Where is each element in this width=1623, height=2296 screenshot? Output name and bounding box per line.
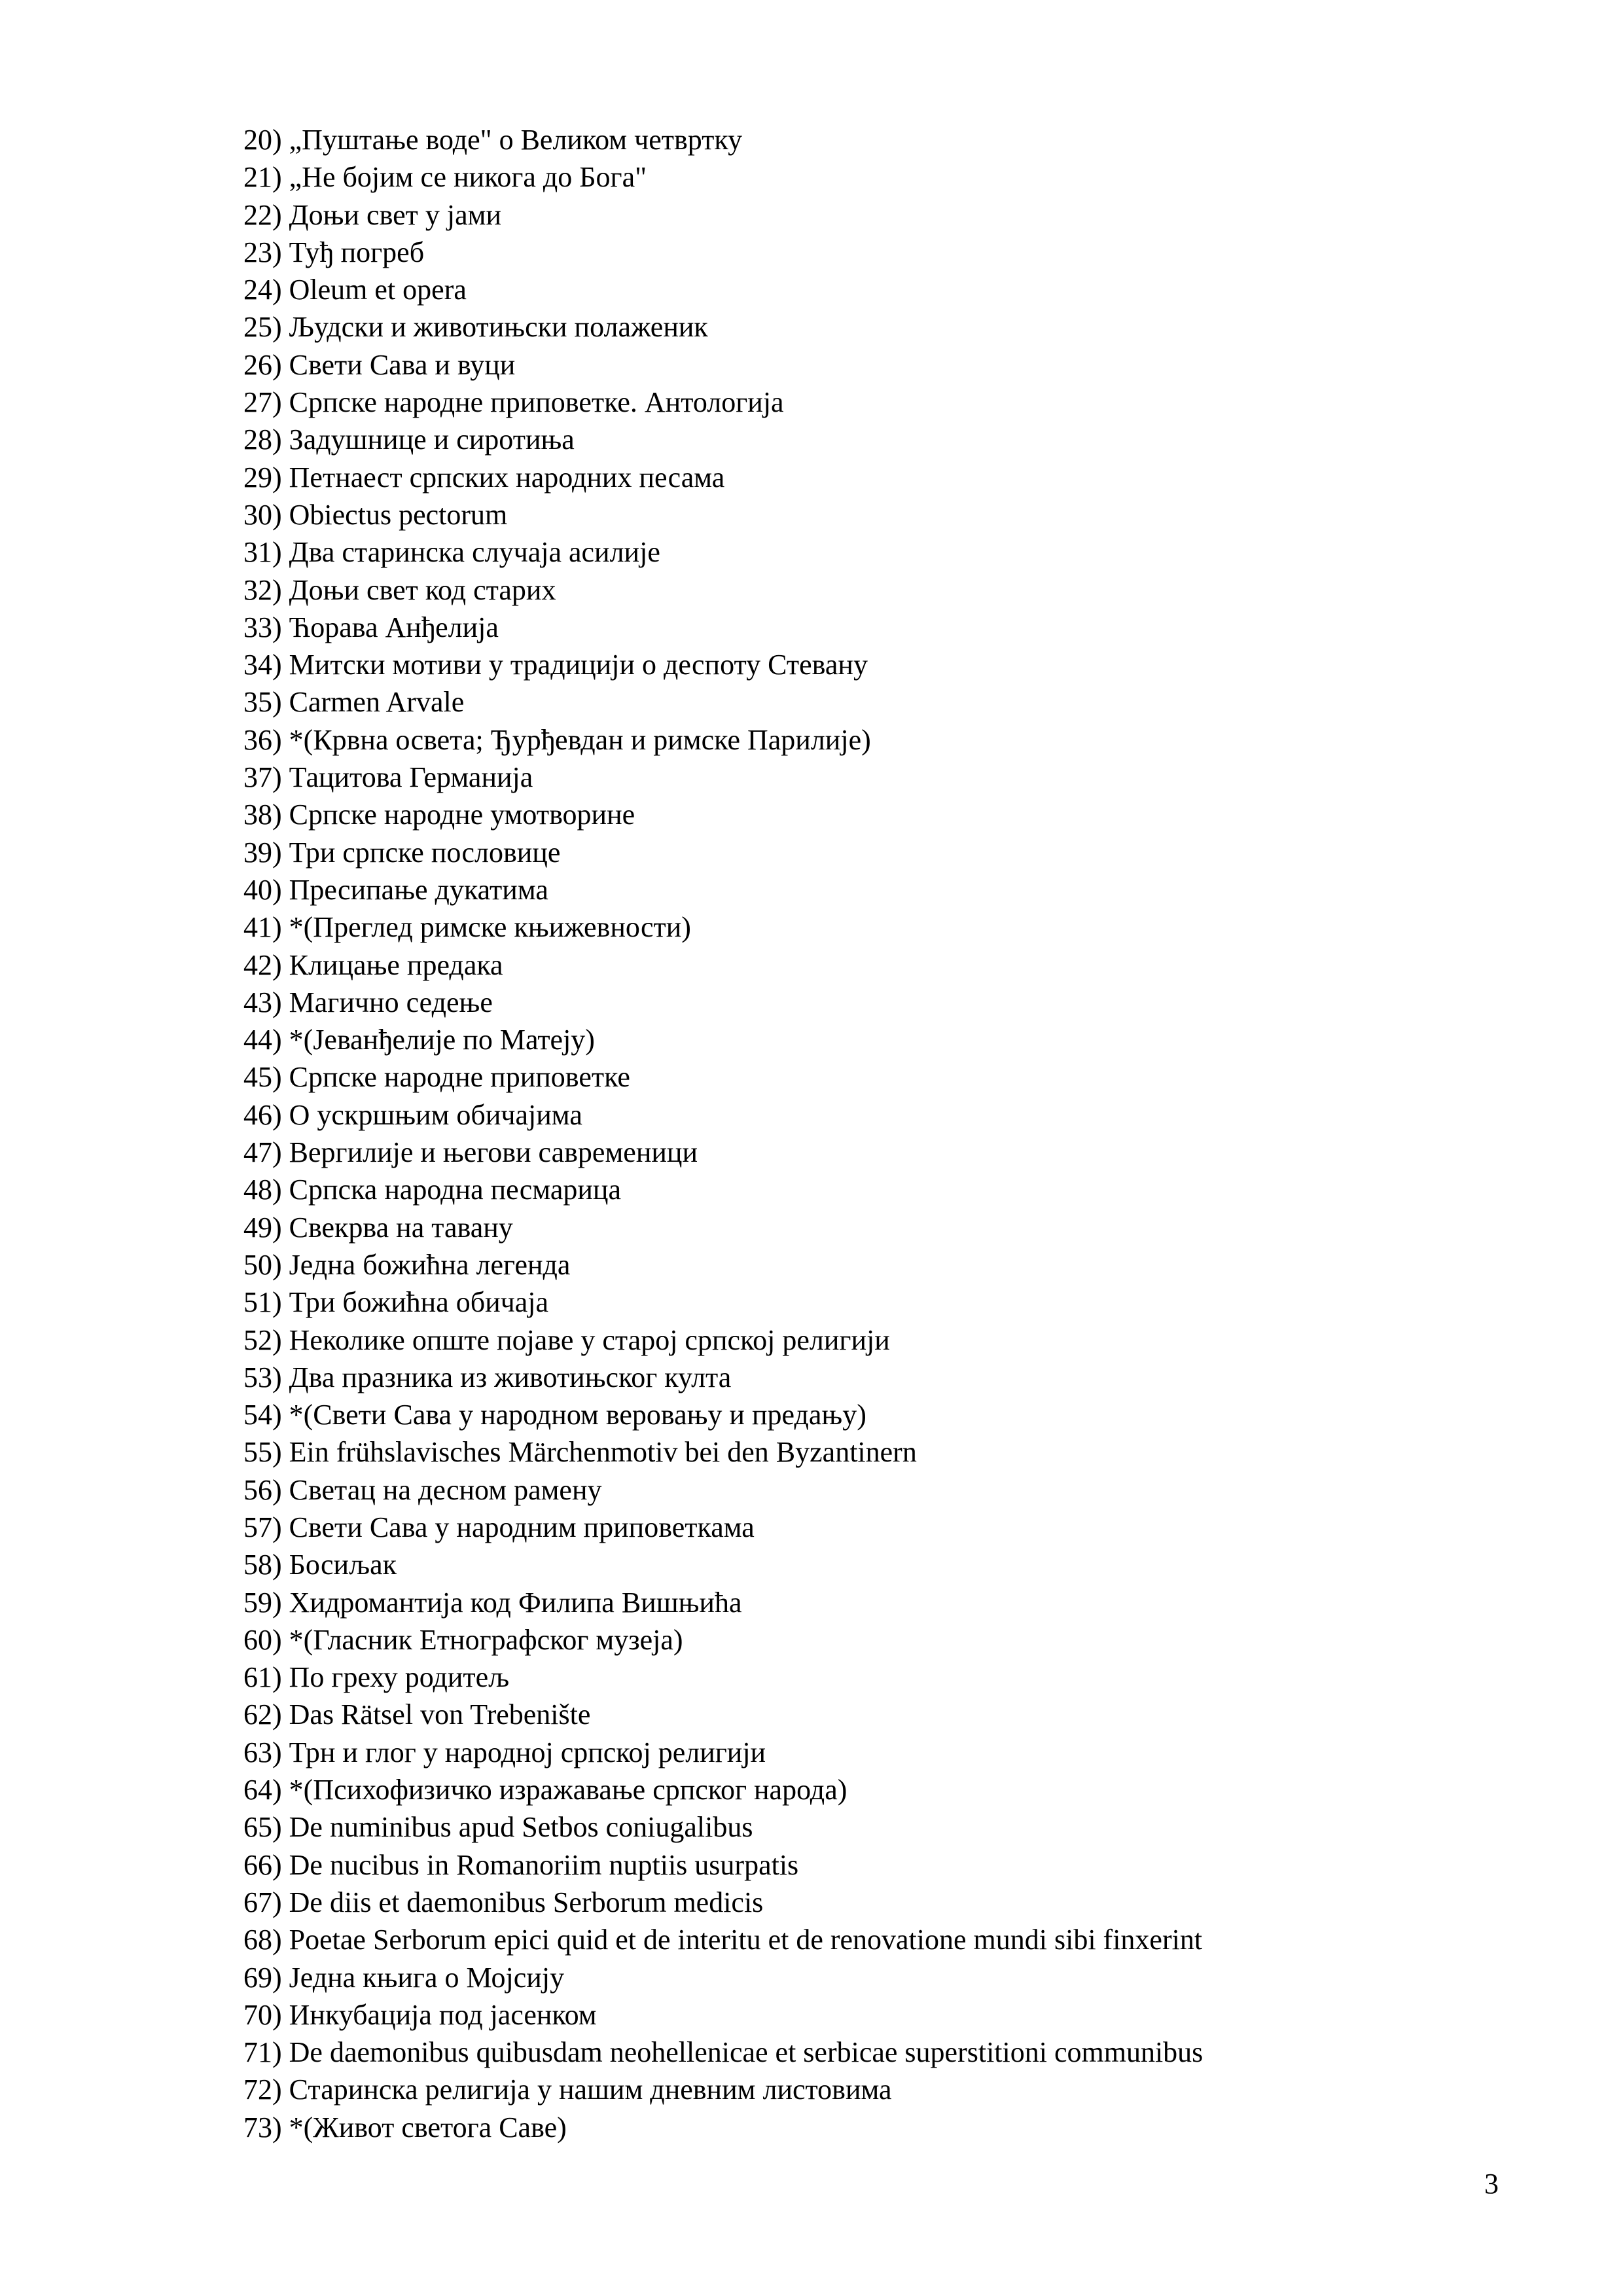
- entry-number: 56): [243, 1473, 282, 1506]
- entry-title: Два старинска случаја асилије: [289, 536, 660, 569]
- list-item: [243, 421, 1203, 458]
- entry-number: 42): [243, 948, 282, 981]
- entry-number: 29): [243, 461, 282, 493]
- entry-title: Туђ погреб: [289, 236, 425, 268]
- list-item: [243, 196, 1203, 234]
- list-item: [243, 1771, 1203, 1808]
- entry-title: Das Rätsel von Trebenište: [289, 1698, 591, 1731]
- entry-number: 55): [243, 1436, 282, 1469]
- list-item: [243, 908, 1203, 946]
- entry-title: *(Гласник Етнографског музеја): [289, 1623, 683, 1656]
- entry-title: По греху родитељ: [289, 1661, 510, 1694]
- list-item: [243, 1509, 1203, 1546]
- entry-title: Доњи свет у јами: [289, 198, 501, 231]
- entry-number: 34): [243, 649, 282, 681]
- list-item: [243, 1209, 1203, 1246]
- entry-title: Oleum et opera: [289, 274, 467, 306]
- entry-number: 70): [243, 1998, 282, 2031]
- list-item: [243, 2071, 1203, 2108]
- list-item: [243, 1621, 1203, 1659]
- list-item: [243, 1321, 1203, 1359]
- list-item: [243, 1546, 1203, 1583]
- entry-number: 37): [243, 761, 282, 794]
- entry-title: Клицање предака: [289, 948, 503, 981]
- entry-number: 35): [243, 686, 282, 719]
- list-item: [243, 1996, 1203, 2034]
- entry-title: Два празника из животињског култа: [289, 1361, 732, 1393]
- list-item: [243, 759, 1203, 796]
- entry-title: Пресипање дукатима: [289, 873, 548, 906]
- list-item: [243, 1433, 1203, 1471]
- entry-number: 73): [243, 2111, 282, 2144]
- list-item: [243, 1921, 1203, 1958]
- list-item: [243, 158, 1203, 196]
- entry-title: Тацитова Германија: [289, 761, 533, 794]
- entry-number: 72): [243, 2073, 282, 2106]
- list-item: [243, 871, 1203, 908]
- list-item: [243, 946, 1203, 984]
- entry-title: Ћорава Анђелија: [289, 611, 499, 643]
- list-item: [243, 384, 1203, 421]
- list-item: [243, 1359, 1203, 1396]
- entry-title: Свети Сава у народним приповеткама: [289, 1511, 755, 1543]
- entry-number: 64): [243, 1774, 282, 1806]
- list-item: [243, 1134, 1203, 1171]
- list-item: [243, 271, 1203, 308]
- entry-title: *(Свети Сава у народном веровању и предању): [289, 1399, 866, 1431]
- page-number: 3: [1484, 2168, 1499, 2200]
- entry-number: 47): [243, 1136, 282, 1169]
- list-item: [243, 1058, 1203, 1096]
- list-item: [243, 121, 1203, 158]
- entry-title: De daemonibus quibusdam neohellenicae et serbicae superstitioni communibus: [289, 2036, 1204, 2069]
- entry-title: Једна књига о Мојсију: [289, 1961, 565, 1994]
- entry-title: Неколике опште појаве у старој српској религији: [289, 1323, 890, 1356]
- entry-number: 28): [243, 423, 282, 456]
- entry-title: Људски и животињски полаженик: [289, 311, 708, 344]
- entry-number: 52): [243, 1323, 282, 1356]
- entry-number: 40): [243, 873, 282, 906]
- entry-number: 22): [243, 198, 282, 231]
- list-item: [243, 459, 1203, 496]
- entry-title: *(Јеванђелије по Матеју): [289, 1024, 595, 1056]
- entry-number: 44): [243, 1024, 282, 1056]
- entry-number: 46): [243, 1098, 282, 1131]
- list-item: [243, 1246, 1203, 1283]
- entry-title: Митски мотиви у традицији о деспоту Стевану: [289, 649, 868, 681]
- entry-title: *(Преглед римске књижевности): [289, 911, 691, 944]
- entry-number: 54): [243, 1399, 282, 1431]
- entry-number: 26): [243, 348, 282, 381]
- list-item: [243, 834, 1203, 871]
- list-item: [243, 308, 1203, 346]
- entry-number: 45): [243, 1061, 282, 1094]
- entry-number: 38): [243, 798, 282, 831]
- entry-title: Три српске пословице: [289, 836, 561, 869]
- list-item: [243, 1283, 1203, 1321]
- entry-title: Задушнице и сиротиња: [289, 423, 575, 456]
- entry-title: Српске народне умотворине: [289, 798, 635, 831]
- entry-title: Старинска религија у нашим дневним листовима: [289, 2073, 892, 2106]
- entry-number: 43): [243, 986, 282, 1018]
- entry-number: 21): [243, 161, 282, 194]
- entry-number: 61): [243, 1661, 282, 1694]
- entry-title: De diis et daemonibus Serborum medicis: [289, 1886, 764, 1918]
- entry-title: Свекрва на тавану: [289, 1211, 513, 1244]
- list-item: [243, 346, 1203, 384]
- list-item: [243, 796, 1203, 833]
- list-item: [243, 2109, 1203, 2146]
- entry-title: Петнаест српских народних песама: [289, 461, 725, 493]
- list-item: [243, 1846, 1203, 1884]
- entry-title: Obiectus pectorum: [289, 498, 508, 531]
- entry-number: 50): [243, 1248, 282, 1281]
- list-item: [243, 2034, 1203, 2071]
- entry-number: 71): [243, 2036, 282, 2069]
- entry-title: „Не бојим се никога до Бога": [289, 161, 647, 194]
- entry-number: 51): [243, 1286, 282, 1319]
- list-item: [243, 1471, 1203, 1509]
- list-item: [243, 646, 1203, 683]
- list-item: [243, 1396, 1203, 1433]
- list-item: [243, 1584, 1203, 1621]
- entry-number: 24): [243, 274, 282, 306]
- entry-number: 49): [243, 1211, 282, 1244]
- list-item: [243, 496, 1203, 533]
- entry-title: Ein frühslavisches Märchenmotiv bei den Byzantinern: [289, 1436, 917, 1469]
- entry-title: Трн и глог у народној српској религији: [289, 1736, 766, 1768]
- entry-number: 48): [243, 1174, 282, 1206]
- entry-number: 27): [243, 386, 282, 419]
- entry-number: 57): [243, 1511, 282, 1543]
- entry-title: Српска народна песмарица: [289, 1174, 621, 1206]
- entry-title: Светац на десном рамену: [289, 1473, 602, 1506]
- entry-number: 53): [243, 1361, 282, 1393]
- entry-title: Босиљак: [289, 1549, 397, 1581]
- list-item: [243, 721, 1203, 759]
- entry-title: Carmen Arvale: [289, 686, 465, 719]
- list-item: [243, 533, 1203, 571]
- entry-number: 69): [243, 1961, 282, 1994]
- entry-title: *(Крвна освета; Ђурђевдан и римске Парилије): [289, 723, 871, 756]
- entry-number: 63): [243, 1736, 282, 1768]
- entry-number: 66): [243, 1848, 282, 1881]
- entry-number: 20): [243, 124, 282, 156]
- entry-title: Доњи свет код старих: [289, 573, 556, 606]
- entry-number: 31): [243, 536, 282, 569]
- entry-number: 25): [243, 311, 282, 344]
- list-item: [243, 1096, 1203, 1134]
- list-item: [243, 1659, 1203, 1696]
- entry-title: Инкубација под јасенком: [289, 1998, 597, 2031]
- list-item: [243, 1959, 1203, 1996]
- entry-title: Једна божићна легенда: [289, 1248, 571, 1281]
- entry-number: 39): [243, 836, 282, 869]
- list-item: [243, 609, 1203, 646]
- entry-number: 32): [243, 573, 282, 606]
- list-item: [243, 683, 1203, 721]
- entry-number: 36): [243, 723, 282, 756]
- entry-title: Српске народне приповетке. Антологија: [289, 386, 784, 419]
- entry-number: 58): [243, 1549, 282, 1581]
- entry-number: 23): [243, 236, 282, 268]
- entry-title: De numinibus apud Setbos coniugalibus: [289, 1811, 753, 1844]
- list-item: [243, 984, 1203, 1021]
- entry-title: Вергилије и његови савременици: [289, 1136, 698, 1169]
- entry-number: 30): [243, 498, 282, 531]
- entry-title: Хидромантија код Филипа Вишњића: [289, 1586, 742, 1619]
- list-item: [243, 1696, 1203, 1733]
- entry-title: Poetae Serborum epici quid et de interitu et de renovatione mundi sibi finxerint: [289, 1924, 1203, 1956]
- entry-number: 65): [243, 1811, 282, 1844]
- list-item: [243, 234, 1203, 271]
- entry-number: 68): [243, 1924, 282, 1956]
- entry-title: Свети Сава и вуци: [289, 348, 516, 381]
- entry-number: 33): [243, 611, 282, 643]
- list-item: [243, 1734, 1203, 1771]
- entry-title: Магично седење: [289, 986, 493, 1018]
- entry-number: 60): [243, 1623, 282, 1656]
- entry-title: Три божићна обичаја: [289, 1286, 549, 1319]
- list-item: [243, 1021, 1203, 1058]
- entry-title: О ускршњим обичајима: [289, 1098, 582, 1131]
- entry-number: 62): [243, 1698, 282, 1731]
- list-item: [243, 1808, 1203, 1846]
- entry-title: „Пуштање воде" о Великом четвртку: [289, 124, 743, 156]
- bibliography-list: [243, 121, 1203, 2146]
- list-item: [243, 1884, 1203, 1921]
- entry-number: 41): [243, 911, 282, 944]
- entry-number: 59): [243, 1586, 282, 1619]
- entry-title: *(Живот светога Саве): [289, 2111, 567, 2144]
- entry-number: 67): [243, 1886, 282, 1918]
- entry-title: De nucibus in Romanoriim nuptiis usurpatis: [289, 1848, 799, 1881]
- list-item: [243, 571, 1203, 609]
- entry-title: Српске народне приповетке: [289, 1061, 630, 1094]
- entry-title: *(Психофизичко изражавање српског народа): [289, 1774, 847, 1806]
- list-item: [243, 1171, 1203, 1208]
